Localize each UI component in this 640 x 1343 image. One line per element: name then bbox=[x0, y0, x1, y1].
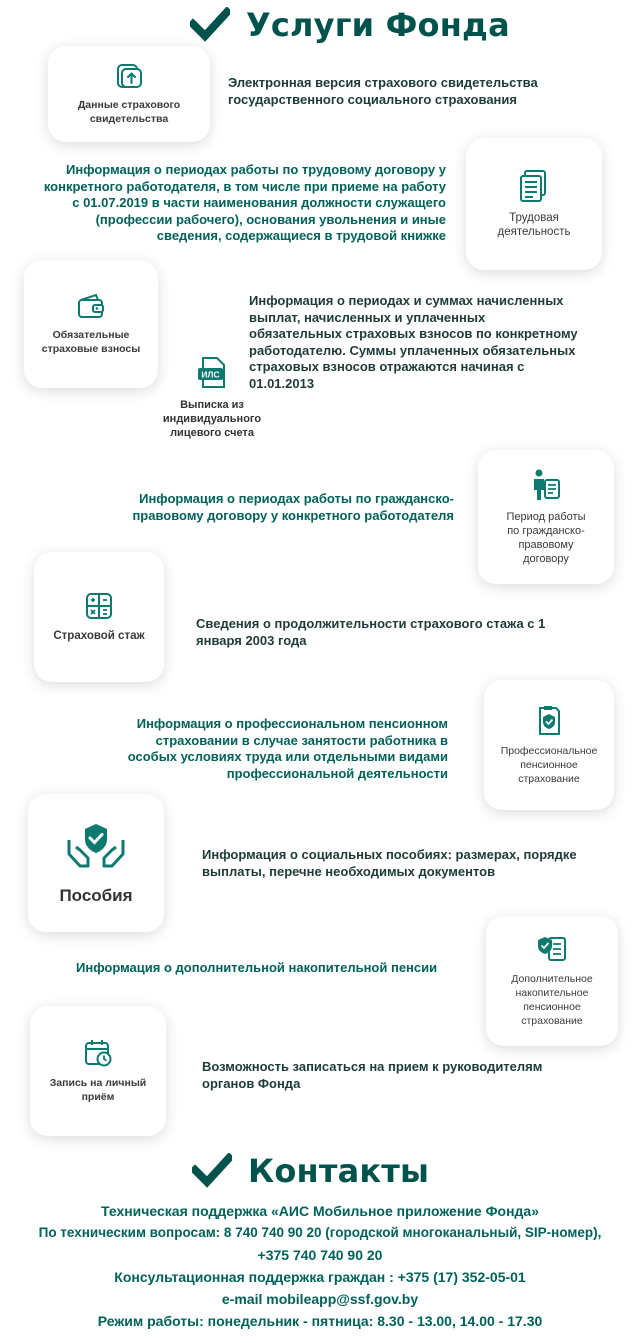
calculator-icon bbox=[84, 591, 114, 621]
email-link[interactable]: e-mail mobileapp@ssf.gov.by bbox=[221, 1291, 419, 1307]
person-document-icon bbox=[530, 468, 562, 502]
service-card-mandatory-contributions[interactable] bbox=[24, 260, 158, 388]
service-description: Информация о дополнительной накопительной пенсии bbox=[76, 960, 438, 975]
check-icon bbox=[192, 1153, 232, 1189]
ils-document-icon bbox=[195, 356, 229, 390]
service-description: Информация о периодах работы по трудовому договору у конкретного работодателя, в том числе при приеме на работу с 01.07.2019 в части наименования должности служащего (профессии рабочего), основания увольнения и иные сведения, содержащиеся в трудовой книжке bbox=[43, 162, 446, 243]
service-label: Трудовая деятельность bbox=[497, 212, 571, 238]
certificate-upload-icon bbox=[115, 62, 143, 90]
services-header bbox=[190, 6, 510, 44]
service-label: Пособия bbox=[59, 886, 133, 905]
service-card-additional-pension[interactable] bbox=[486, 916, 618, 1046]
service-card-insurance-certificate[interactable] bbox=[48, 46, 210, 142]
service-description: Электронная версия страхового свидетельства государственного социального страхования bbox=[228, 75, 538, 107]
service-description: Информация о периодах и суммах начисленных выплат, начисленных и уплаченных обязательных страховых взносов по конкретному работодателю. Суммы уплаченных обязательных страховых взносов отражаются начиная с 01.01.2013 bbox=[249, 293, 578, 391]
service-label: Обязательные страховые взносы bbox=[41, 329, 141, 355]
service-card-insurance-experience[interactable] bbox=[34, 552, 164, 682]
consult-phone: Консультационная поддержка граждан : +375 (17) 352-05-01 bbox=[114, 1269, 526, 1285]
tech-phone-mobile: +375 740 740 90 20 bbox=[257, 1247, 383, 1263]
service-item-ils-statement[interactable] bbox=[150, 356, 274, 446]
wallet-icon bbox=[76, 292, 106, 320]
calendar-clock-icon bbox=[83, 1038, 113, 1068]
shield-document-icon bbox=[536, 934, 568, 964]
service-label: Запись на личный приём bbox=[49, 1077, 147, 1103]
service-label: Данные страхового свидетельства bbox=[77, 99, 181, 125]
contacts-title: Контакты bbox=[248, 1152, 430, 1190]
page-title: Услуги Фонда bbox=[246, 6, 510, 44]
service-description: Информация о профессиональном пенсионном страховании в случае занятости работника в особых условиях труда или отдельными видами профессиональной деятельности bbox=[127, 716, 448, 781]
check-icon bbox=[190, 7, 230, 43]
service-card-labor-activity[interactable] bbox=[466, 138, 602, 270]
service-description: Сведения о продолжительности страхового стажа с 1 января 2003 года bbox=[196, 616, 546, 648]
service-description: Информация о социальных пособиях: размерах, порядке выплаты, перечне необходимых документов bbox=[202, 847, 577, 879]
hands-shield-icon bbox=[66, 820, 126, 872]
service-card-appointment[interactable] bbox=[30, 1006, 166, 1136]
document-list-icon bbox=[518, 169, 550, 203]
ils-badge: ИЛС bbox=[201, 369, 220, 380]
badge-document-icon bbox=[535, 704, 563, 736]
service-label: Профессиональное пенсионное страхование bbox=[500, 745, 598, 785]
support-title: Техническая поддержка «АИС Мобильное приложение Фонда» bbox=[100, 1203, 539, 1219]
contacts-header bbox=[192, 1152, 429, 1190]
service-label: Выписка из индивидуального лицевого счета bbox=[162, 399, 262, 439]
service-label: Страховой стаж bbox=[53, 630, 145, 642]
service-card-civil-contract-period[interactable] bbox=[478, 450, 614, 584]
service-card-professional-pension[interactable] bbox=[484, 680, 614, 810]
tech-phone: По техническим вопросам: 8 740 740 90 20 (городской многоканальный, SIP-номер), bbox=[38, 1225, 602, 1240]
contacts-block bbox=[0, 1200, 640, 1332]
service-description: Информация о периодах работы по гражданско- правовому договору у конкретного работодателя bbox=[132, 491, 454, 523]
service-description: Возможность записаться на прием к руководителям органов Фонда bbox=[202, 1059, 543, 1091]
service-card-benefits[interactable] bbox=[28, 794, 164, 932]
work-hours: Режим работы: понедельник - пятница: 8.30 - 13.00, 14.00 - 17.30 bbox=[97, 1313, 543, 1329]
service-label: Период работы по гражданско- правовому договору bbox=[506, 511, 586, 565]
service-label: Дополнительное накопительное пенсионное страхование bbox=[511, 973, 593, 1027]
